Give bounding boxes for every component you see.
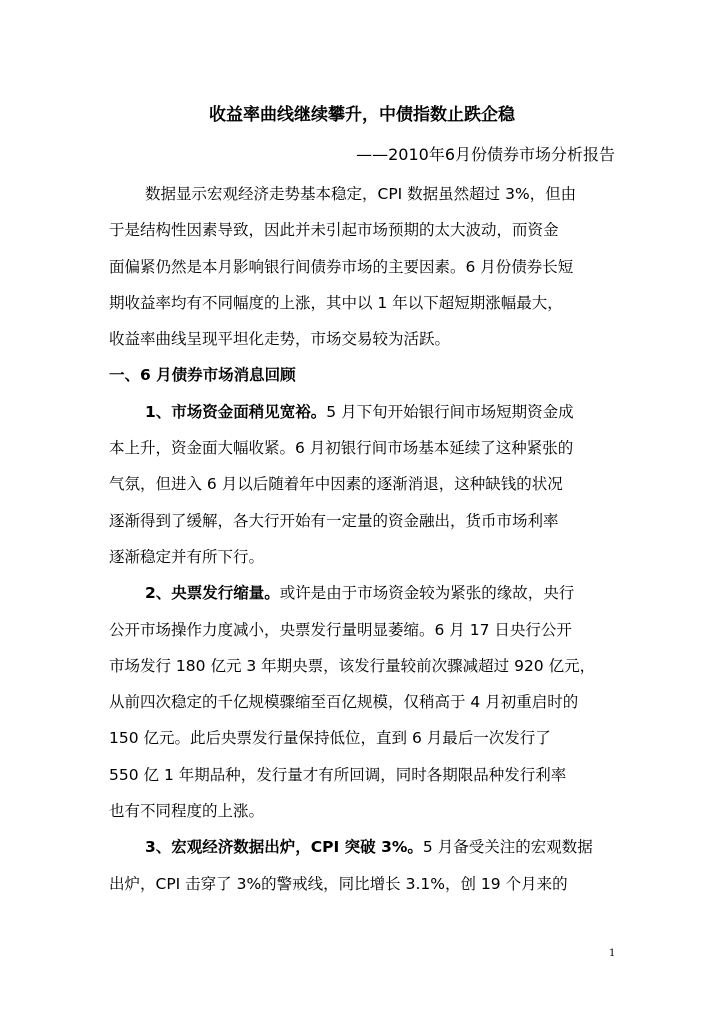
- news-item-heading: 3、宏观经济数据出炉，CPI 突破 3%。: [145, 838, 423, 857]
- report-title: 收益率曲线继续攀升，中债指数止跌企稳: [209, 105, 515, 125]
- paragraph-line: 公开市场操作力度减小，央票发行量明显萎缩。6 月 17 日央行公开: [109, 620, 572, 639]
- paragraph-intro: [109, 176, 617, 357]
- news-item-3: [109, 829, 617, 902]
- paragraph-line: 气氛，但进入 6 月以后随着年中因素的逐渐消退，这种缺钱的状况: [109, 475, 563, 494]
- paragraph-line: 市场发行 180 亿元 3 年期央票，该发行量较前次骤减超过 920 亿元，: [109, 656, 596, 675]
- report-body: [109, 176, 617, 902]
- news-item-heading: 2、央票发行缩量。: [145, 584, 280, 603]
- news-item-text: 5 月下旬开始银行间市场短期资金成: [326, 402, 574, 421]
- paragraph-line: 于是结构性因素导致，因此并未引起市场预期的太大波动，而资金: [109, 221, 559, 240]
- paragraph-line: 数据显示宏观经济走势基本稳定，CPI 数据虽然超过 3%，但由: [145, 185, 577, 203]
- news-item-first-line: [109, 575, 617, 611]
- news-item-first-line: [109, 394, 617, 430]
- paragraph-line: 逐渐稳定并有所下行。: [109, 547, 265, 566]
- section-heading: 一、6 月债券市场消息回顾: [109, 366, 296, 385]
- paragraph-line: 面偏紧仍然是本月影响银行间债券市场的主要因素。6 月份债券长短: [109, 257, 574, 276]
- paragraph-line: 收益率曲线呈现平坦化走势，市场交易较为活跃。: [109, 330, 451, 349]
- paragraph-line: 550 亿 1 年期品种，发行量才有所回调，同时各期限品种发行利率: [109, 765, 567, 784]
- news-item-text: 5 月备受关注的宏观数据: [422, 838, 593, 857]
- paragraph-line: 也有不同程度的上涨。: [109, 802, 265, 821]
- paragraph-line: 逐渐得到了缓解，各大行开始有一定量的资金融出，货币市场利率: [109, 511, 559, 530]
- page-number: 1: [609, 948, 616, 959]
- report-subtitle: ——2010年6月份债券市场分析报告: [356, 145, 615, 164]
- paragraph-line: 150 亿元。此后央票发行量保持低位，直到 6 月最后一次发行了: [109, 729, 551, 748]
- news-item-2: [109, 575, 617, 829]
- news-item-1: [109, 394, 617, 575]
- news-item-text: 或许是由于市场资金较为紧张的缘故，央行: [279, 584, 575, 603]
- paragraph-line: 出炉，CPI 击穿了 3%的警戒线，同比增长 3.1%，创 19 个月来的: [109, 874, 568, 893]
- paragraph-line: 期收益率均有不同幅度的上涨，其中以 1 年以下超短期涨幅最大，: [109, 293, 563, 312]
- paragraph-line: 本上升，资金面大幅收紧。6 月初银行间市场基本延续了这种紧张的: [109, 439, 574, 458]
- news-item-heading: 1、市场资金面稍见宽裕。: [145, 402, 327, 421]
- paragraph-line: 从前四次稳定的千亿规模骤缩至百亿规模，仅稍高于 4 月初重启时的: [109, 693, 579, 712]
- news-item-first-line: [109, 829, 617, 865]
